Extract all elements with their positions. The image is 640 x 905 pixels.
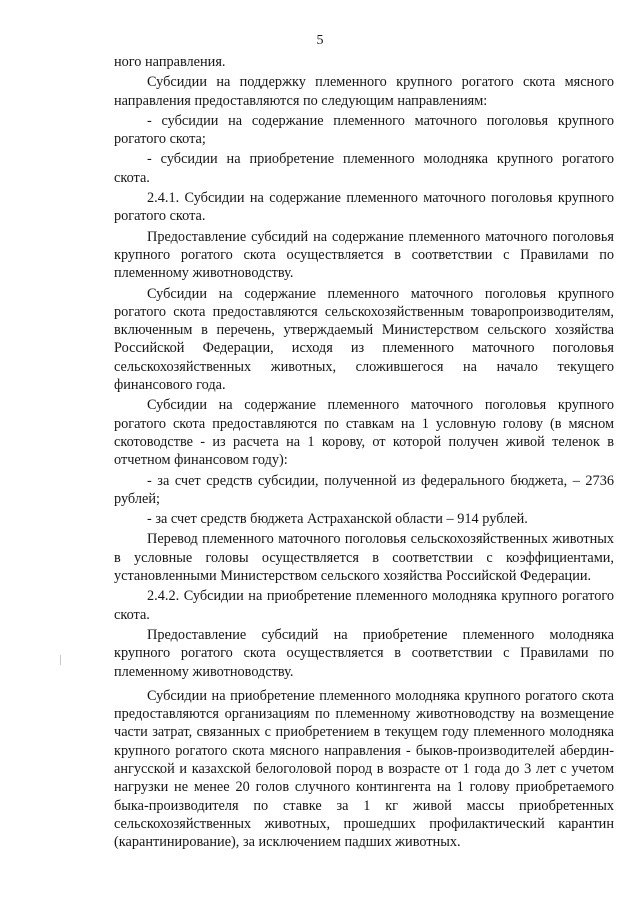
paragraph-recipients: Субсидии на содержание племенного маточного поголовья крупного рогатого скота предоставляются сельскохозяйственным товаропроизводителям, включенным в перечень, утверждаемый Министерством сельского хозяйства Российской Федерации, исходя из племенного маточного поголовья сельскохозяйственных животных, сложившегося на начало текущего финансового года.	[114, 285, 614, 394]
paragraph-rules-maintenance: Предоставление субсидий на содержание племенного маточного поголовья крупного рогатого скота осуществляется в соответствии с Правилами по племенному животноводству.	[114, 228, 614, 282]
paragraph-intro: Субсидии на поддержку племенного крупного рогатого скота мясного направления предоставляются по следующим направлениям:	[114, 74, 614, 109]
paragraph-purchase-details: Субсидии на приобретение племенного молодняка крупного рогатого скота предоставляются организациям по племенному животноводству на возмещение части затрат, связанных с приобретением в текущем году племенного молодняка крупного рогатого скота мясного направления - быков-производителей абердин-ангусской и казахской белоголовой пород в возрасте от 1 года до 3 лет с учетом нагрузки не менее 20 голов случного контингента на 1 голову приобретаемого быка-производителя по ставке за 1 кг живой массы приобретенных сельскохозяйственных животных, прошедших профилактический карантин (карантинирование), за исключением падших животных.	[114, 687, 614, 851]
paragraph-rates: Субсидии на содержание племенного маточного поголовья крупного рогатого скота предоставляются по ставкам на 1 условную голову (в мясном скотоводстве - из расчета на 1 корову, от которой получен живой теленок в отчетном финансовом году):	[114, 397, 614, 469]
list-item-purchase: - субсидии на приобретение племенного молодняка крупного рогатого скота.	[114, 151, 614, 186]
scan-mark	[60, 655, 61, 665]
document-body	[114, 53, 614, 853]
section-heading-2-4-1: 2.4.1. Субсидии на содержание племенного маточного поголовья крупного рогатого скота.	[114, 190, 614, 225]
rate-regional: - за счет средств бюджета Астраханской области – 914 рублей.	[147, 511, 528, 528]
paragraph-continuation: ного направления.	[114, 54, 226, 70]
page-number: 5	[316, 33, 324, 48]
paragraph-rules-purchase: Предоставление субсидий на приобретение племенного молодняка крупного рогатого скота осуществляется в соответствии с Правилами по племенному животноводству.	[114, 626, 614, 680]
paragraph-conversion: Перевод племенного маточного поголовья сельскохозяйственных животных в условные головы осуществляется в соответствии с коэффициентами, установленными Министерством сельского хозяйства Российской Федерации.	[114, 531, 614, 585]
rate-federal: - за счет средств субсидии, полученной из федерального бюджета, – 2736 рублей;	[114, 472, 614, 507]
list-item-maintenance: - субсидии на содержание племенного маточного поголовья крупного рогатого скота;	[114, 112, 614, 148]
section-heading-2-4-2: 2.4.2. Субсидии на приобретение племенного молодняка крупного рогатого скота.	[114, 588, 614, 623]
